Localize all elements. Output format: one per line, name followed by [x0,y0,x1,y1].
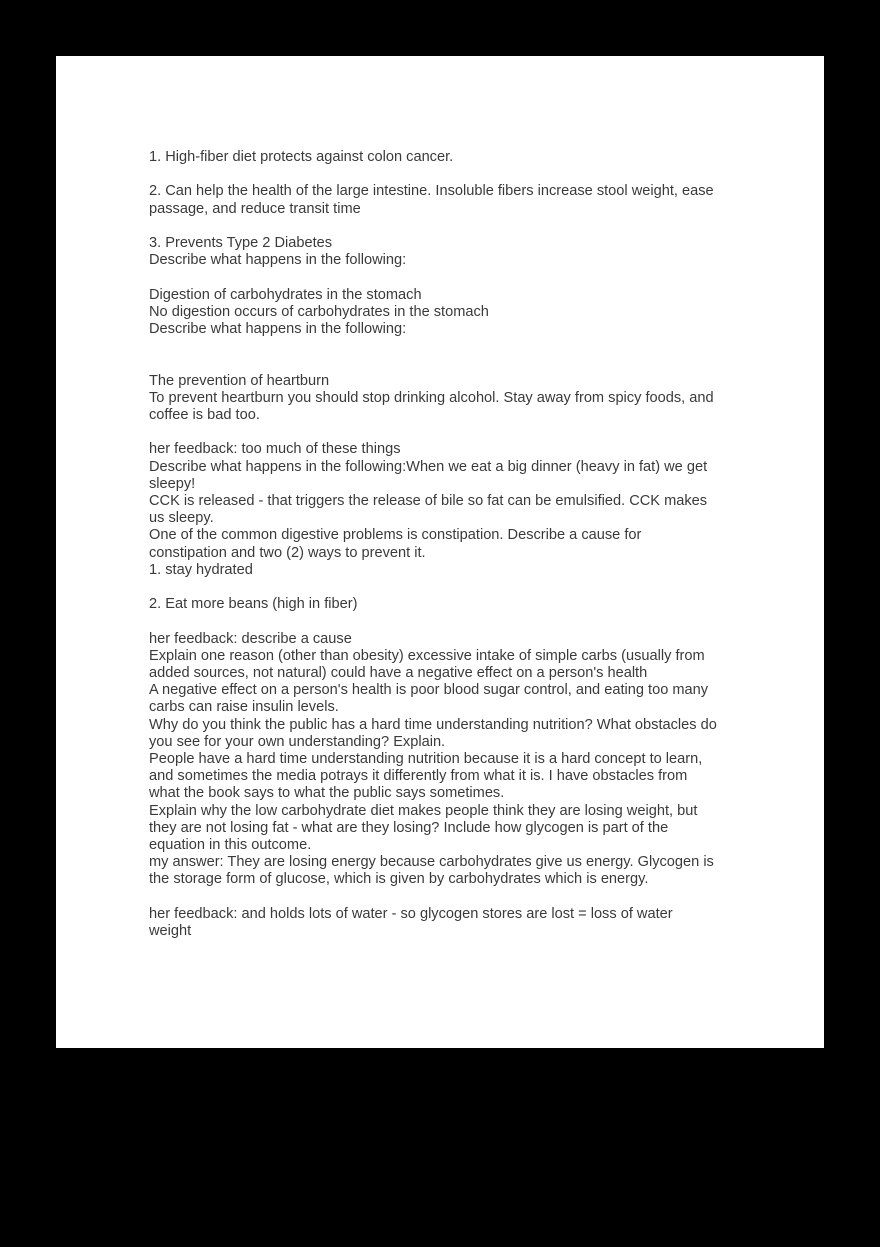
text-line: my answer: They are losing energy because carbohydrates give us energy. Glycogen is [149,854,714,871]
text-line [149,355,749,372]
text-line: what the book says to what the public says sometimes. [149,785,505,802]
text-line: constipation and two (2) ways to prevent it. [149,544,426,561]
text-line [149,579,749,596]
text-line: us sleepy. [149,510,214,527]
text-line: Describe what happens in the following: [149,252,407,269]
text-line [149,218,749,235]
text-line: 1. stay hydrated [149,561,253,578]
text-line: Why do you think the public has a hard time understanding nutrition? What obstacles do [149,716,717,733]
text-line: sleepy! [149,475,196,492]
text-line [149,269,749,286]
text-line [149,613,749,630]
text-line [149,166,749,183]
document-body [149,149,749,940]
text-line: Describe what happens in the following:When we eat a big dinner (heavy in fat) we get [149,458,708,475]
text-line [149,424,749,441]
text-line: Describe what happens in the following: [149,320,407,337]
text-line: 1. High-fiber diet protects against colon cancer. [149,149,454,165]
text-line: 3. Prevents Type 2 Diabetes [149,234,333,251]
text-line: coffee is bad too. [149,406,260,423]
text-line: her feedback: describe a cause [149,630,352,647]
text-line: the storage form of glucose, which is given by carbohydrates which is energy. [149,871,649,888]
text-line: Explain one reason (other than obesity) excessive intake of simple carbs (usually from [149,647,705,664]
text-line: carbs can raise insulin levels. [149,699,339,716]
text-line [149,338,749,355]
text-line: 2. Eat more beans (high in fiber) [149,596,358,613]
text-line: 2. Can help the health of the large intestine. Insoluble fibers increase stool weight, ease [149,183,714,200]
text-line: CCK is released - that triggers the release of bile so fat can be emulsified. CCK makes [149,492,708,509]
text-line: weight [149,923,192,939]
text-line: A negative effect on a person's health is poor blood sugar control, and eating too many [149,682,709,699]
text-line: Digestion of carbohydrates in the stomach [149,286,422,303]
text-line [149,889,749,906]
text-line: and sometimes the media potrays it differently from what it is. I have obstacles from [149,768,688,785]
text-line: To prevent heartburn you should stop drinking alcohol. Stay away from spicy foods, and [149,389,714,406]
text-line: her feedback: too much of these things [149,441,401,458]
text-line: added sources, not natural) could have a negative effect on a person's health [149,664,648,681]
text-line: you see for your own understanding? Explain. [149,733,446,750]
document-page [56,56,824,1048]
text-line: No digestion occurs of carbohydrates in the stomach [149,303,489,320]
text-line: The prevention of heartburn [149,372,330,389]
text-line: Explain why the low carbohydrate diet makes people think they are losing weight, but [149,802,698,819]
text-line: they are not losing fat - what are they losing? Include how glycogen is part of the [149,819,669,836]
text-line: her feedback: and holds lots of water - so glycogen stores are lost = loss of water [149,905,673,922]
text-line: People have a hard time understanding nutrition because it is a hard concept to learn, [149,750,703,767]
text-line: passage, and reduce transit time [149,200,361,217]
text-line: equation in this outcome. [149,837,312,853]
text-line: One of the common digestive problems is constipation. Describe a cause for [149,527,642,544]
